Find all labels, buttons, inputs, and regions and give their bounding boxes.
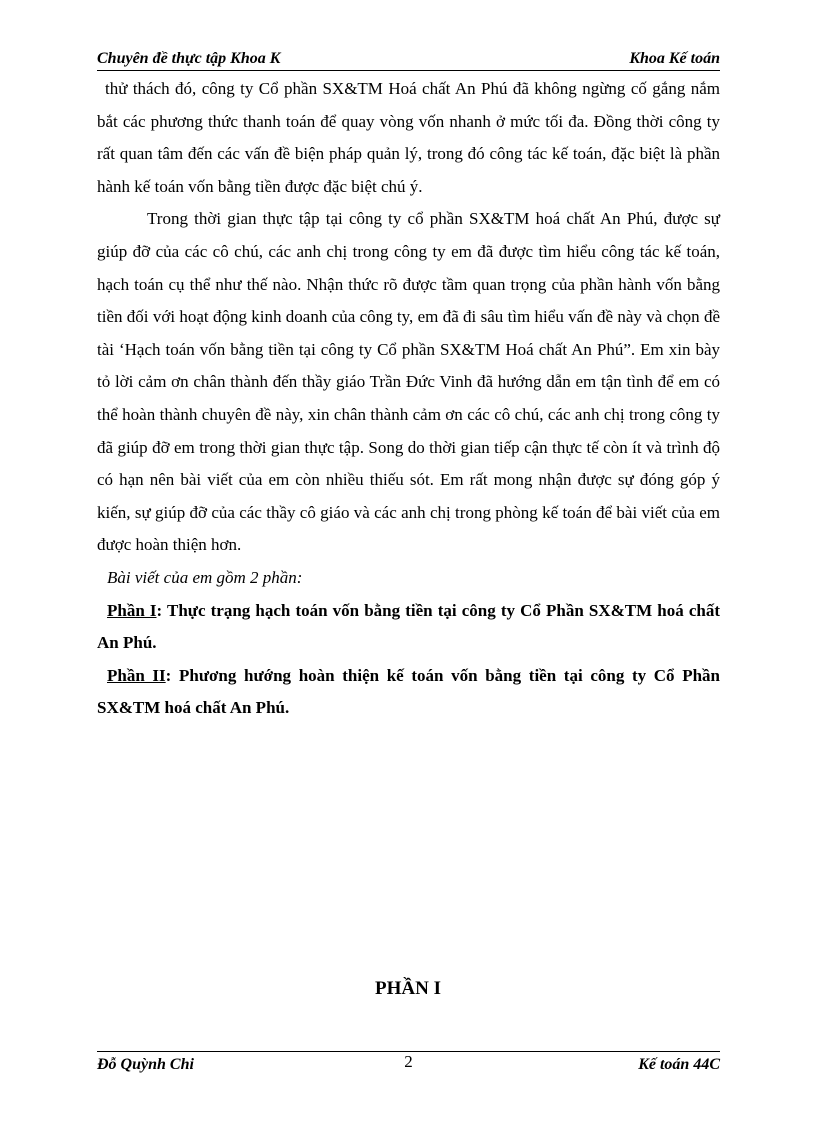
footer-author: Đỗ Quỳnh Chi <box>97 1056 194 1073</box>
document-body <box>97 73 720 725</box>
outline-intro: Bài viết của em gồm 2 phần: <box>107 567 303 587</box>
page-header <box>97 48 720 71</box>
part-1-item <box>97 595 720 660</box>
page-footer <box>97 1054 720 1076</box>
header-department: Khoa Kế toán <box>629 50 720 67</box>
paragraph-2: Trong thời gian thực tập tại công ty cổ phần SX&TM hoá chất An Phú, được sự giúp đỡ của các cô chú, các anh chị trong công ty em đã được tìm hiểu công tác kế toán, hạch toán cụ thể như thế nào. Nhận thức rõ được tầm quan trọng của phần hành vốn bằng tiền đối với hoạt động kinh doanh của công ty, em đã đi sâu tìm hiểu vấn đề này và chọn đề tài ‘Hạch toán vốn bằng tiền tại công ty Cổ phần SX&TM Hoá chất An Phú”. Em xin bày tỏ lời cảm ơn chân thành đến thầy giáo Trần Đức Vinh đã hướng dẫn em tận tình để em có thể hoàn thành chuyên đề này, xin chân thành cảm ơn các cô chú, các anh chị trong công ty đã giúp đỡ em trong thời gian thực tập. Song do thời gian tiếp cận thực tế còn ít và trình độ có hạn nên bài viết của em còn nhiều thiếu sót. Em rất mong nhận được sự đóng góp ý kiến, sự giúp đỡ của các thầy cô giáo và các anh chị trong phòng kế toán để bài viết của em được hoàn thiện hơn. <box>97 209 720 555</box>
page-number: 2 <box>404 1052 413 1071</box>
part-2-label: Phần II <box>107 665 166 685</box>
footer-class: Kế toán 44C <box>638 1056 720 1073</box>
paragraph-1: thử thách đó, công ty Cổ phần SX&TM Hoá chất An Phú đã không ngừng cố gắng nắm bắt các phương thức thanh toán để quay vòng vốn nhanh ở mức tối đa. Đồng thời công ty rất quan tâm đến các vấn đề biện pháp quản lý, trong đó công tác kế toán, đặc biệt là phần hành kế toán vốn bằng tiền được đặc biệt chú ý. <box>97 79 720 196</box>
part-2-text: : Phương hướng hoàn thiện kế toán vốn bằng tiền tại công ty Cổ Phần SX&TM hoá chất An Phú. <box>97 665 720 718</box>
section-title: PHẦN I <box>375 978 441 999</box>
part-2-item <box>97 660 720 725</box>
part-1-text: : Thực trạng hạch toán vốn bằng tiền tại công ty Cổ Phần SX&TM hoá chất An Phú. <box>97 600 720 653</box>
part-1-label: Phần I <box>107 600 157 620</box>
header-course-title: Chuyên đề thực tập Khoa K <box>97 50 281 67</box>
